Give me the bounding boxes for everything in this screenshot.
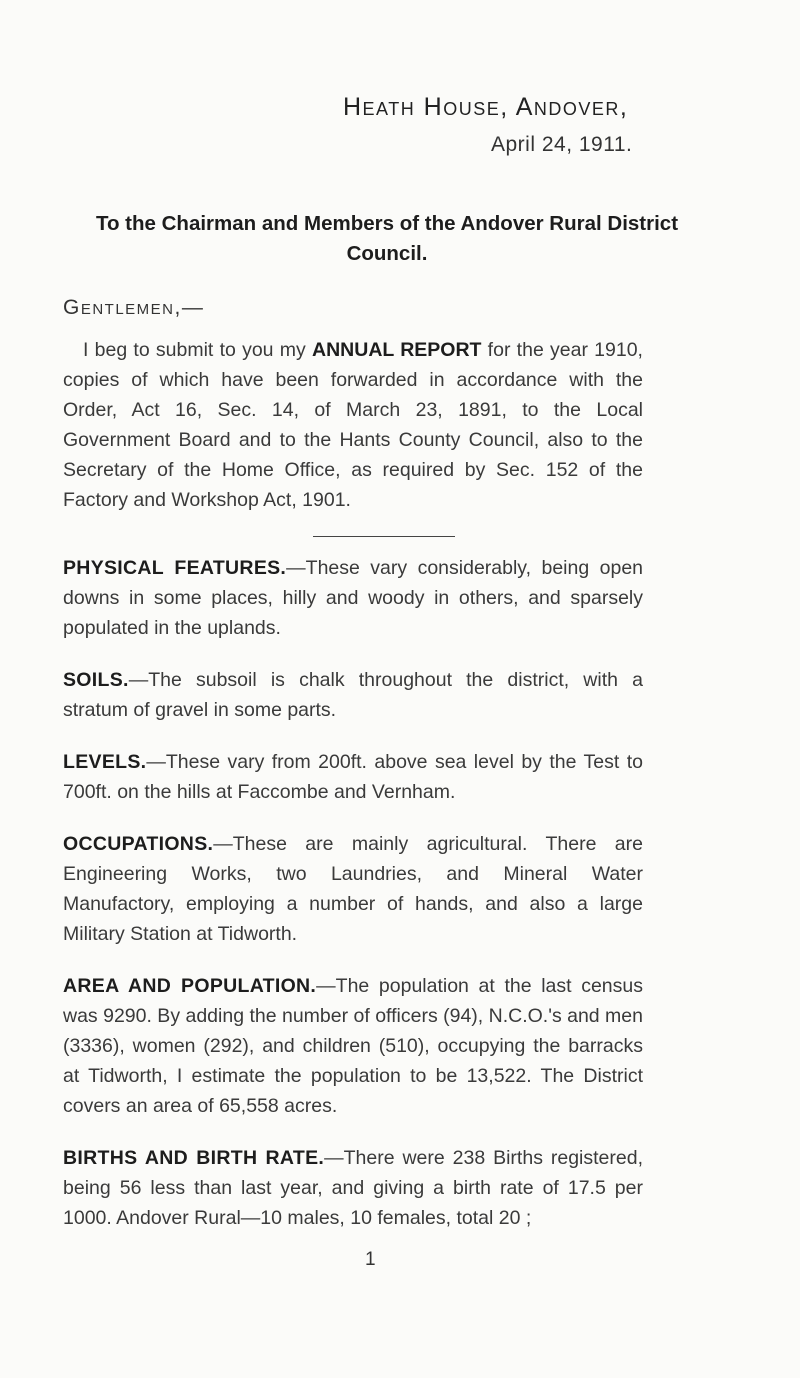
section-soils xyxy=(63,665,643,725)
section-text: —There were 238 Births registered, being 56 less than last year, and giving a birth rate of 17.5 per 1000. Andover Rural—10 males, 10 females, total 20 ; xyxy=(63,1147,643,1229)
intro-paragraph xyxy=(63,335,643,515)
salutation: To the Chairman and Members of the Andover Rural District Council. xyxy=(95,212,679,265)
section-births xyxy=(63,1143,643,1233)
section-occupations xyxy=(63,829,643,949)
intro-text-end: for the year 1910, copies of which have been forwarded in accordance with the Order, Act 16, Sec. 14, of March 23, 1891, to the Local Government Board and to the Hants County Council, also to the Secretary of the Home Office, as required by Sec. 152 of the Factory and Workshop Act, 1901. xyxy=(63,339,643,511)
greeting: Gentlemen,— xyxy=(63,296,205,319)
section-levels xyxy=(63,747,643,807)
section-heading: OCCUPATIONS. xyxy=(63,833,214,855)
section-heading: LEVELS. xyxy=(63,751,147,773)
section-heading: SOILS. xyxy=(63,669,129,691)
section-heading: BIRTHS AND BIRTH RATE. xyxy=(63,1147,325,1169)
section-heading: PHYSICAL FEATURES. xyxy=(63,557,287,579)
section-area-population xyxy=(63,971,643,1121)
section-text: —These vary considerably, being open downs in some places, hilly and woody in others, and sparsely populated in the uplands. xyxy=(63,557,644,639)
section-divider xyxy=(313,536,455,537)
letter-date: April 24, 1911. xyxy=(491,133,633,156)
sender-address: Heath House, Andover, xyxy=(343,93,629,121)
intro-text-start: I beg to submit to you my xyxy=(83,339,312,361)
annual-report-emphasis: ANNUAL REPORT xyxy=(311,339,482,361)
section-text: —The population at the last census was 9290. By adding the number of officers (94), N.C.O.'s and men (3336), women (292), and children (510), occupying the barracks at Tidworth, I estimate the population to be 13,522. The District covers an area of 65,558 acres. xyxy=(63,975,643,1117)
section-text: —The subsoil is chalk throughout the district, with a stratum of gravel in some parts. xyxy=(63,669,643,721)
page-number: 1 xyxy=(365,1249,376,1270)
section-physical-features xyxy=(63,553,643,643)
section-text: —These vary from 200ft. above sea level by the Test to 700ft. on the hills at Faccombe and Vernham. xyxy=(63,751,643,803)
section-heading: AREA AND POPULATION. xyxy=(63,975,317,997)
section-text: —These are mainly agricultural. There are Engineering Works, two Laundries, and Mineral Water Manufactory, employing a number of hands, and also a large Military Station at Tidworth. xyxy=(63,833,643,945)
